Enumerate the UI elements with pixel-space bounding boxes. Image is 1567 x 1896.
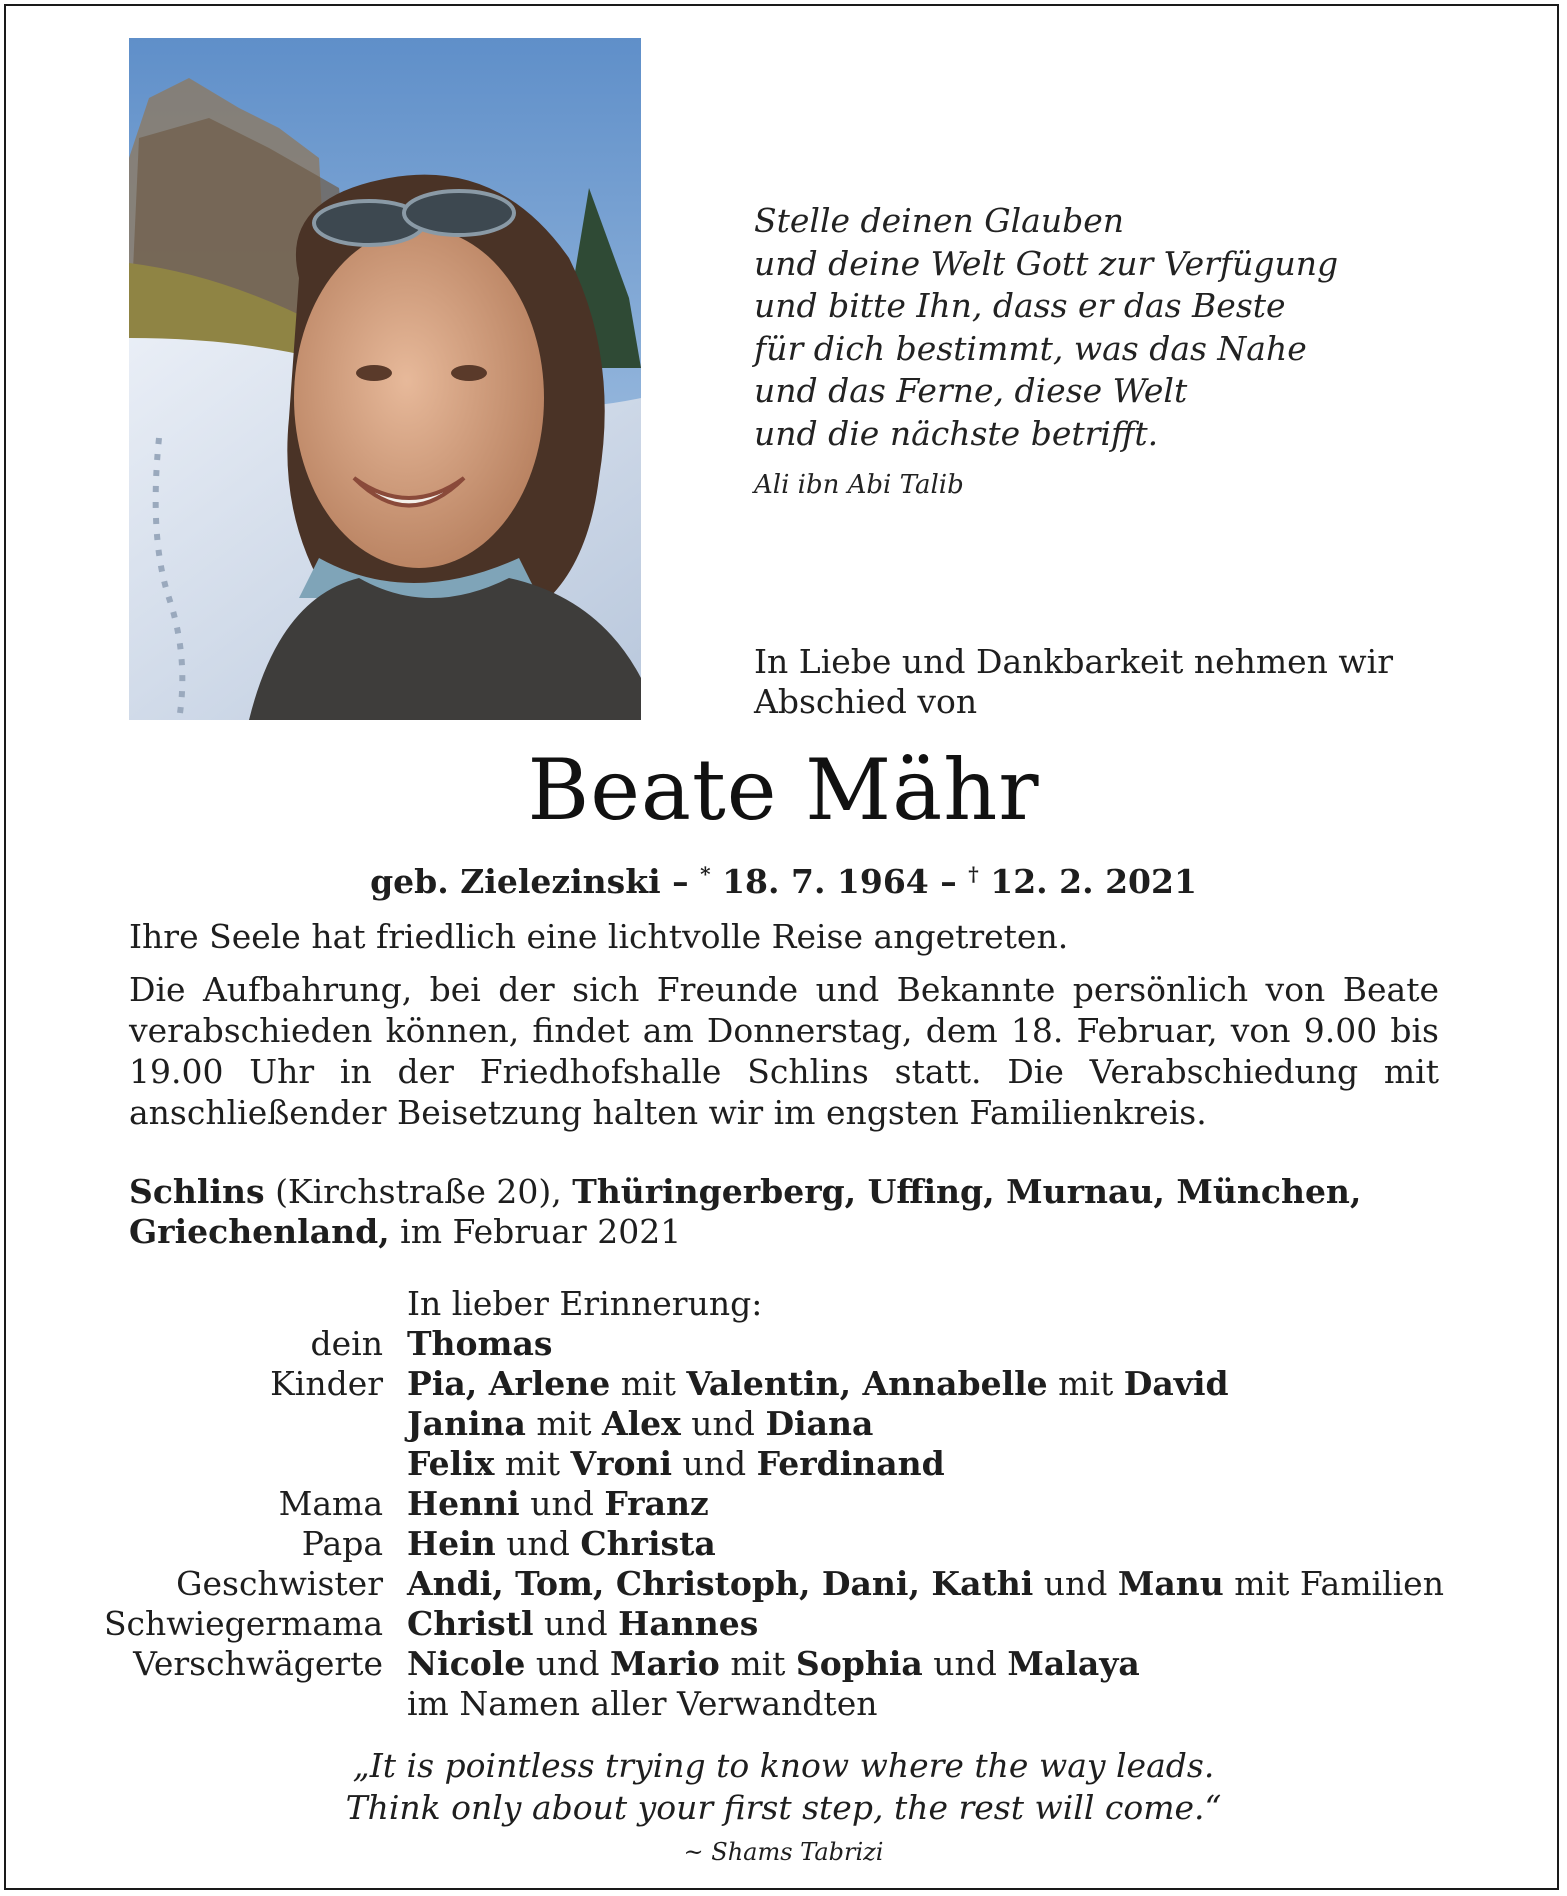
family-member-name: Nicole [407, 1644, 526, 1683]
family-connector: im Namen aller Verwandten [407, 1684, 878, 1723]
family-member-name: Diana [765, 1404, 874, 1443]
closing-quote-author: ~ Shams Tabrizi [683, 1838, 884, 1866]
family-row [0, 1604, 1567, 1644]
quote-line: und bitte Ihn, dass er das Beste [754, 286, 1286, 325]
family-connector: und [533, 1604, 619, 1643]
family-relation-label: Papa [301, 1524, 383, 1563]
family-member-name: Henni [407, 1484, 520, 1523]
family-member-names [407, 1684, 877, 1724]
family-row [0, 1564, 1567, 1604]
family-header-row [0, 1284, 1567, 1324]
family-member-names [407, 1364, 1229, 1404]
family-member-name: Valentin, Annabelle [686, 1364, 1048, 1403]
family-relation-label [0, 1404, 383, 1444]
family-row [0, 1364, 1567, 1404]
family-connector: mit [494, 1444, 571, 1483]
born-name: geb. Zielezinski [370, 862, 661, 901]
family-member-names [407, 1404, 873, 1444]
family-row [0, 1524, 1567, 1564]
family-member-name: Vroni [570, 1444, 672, 1483]
birth-date: 18. 7. 1964 [722, 862, 929, 901]
opening-quote [754, 200, 1338, 455]
family-member-name: Christl [407, 1604, 534, 1643]
family-member-name: Sophia [795, 1644, 923, 1683]
family-relation-label: Schwiegermama [103, 1604, 383, 1643]
family-row [0, 1404, 1567, 1444]
family-member-name: Christa [580, 1524, 716, 1563]
family-connector: und [525, 1644, 610, 1683]
family-member-name: Malaya [1007, 1644, 1140, 1683]
family-relation-label: Mama [278, 1484, 383, 1523]
family-member-name: Alex [602, 1404, 681, 1443]
family-connector: mit [610, 1364, 687, 1403]
family-connector: und [672, 1444, 757, 1483]
farewell-intro [754, 642, 1444, 722]
quote-line: und das Ferne, diese Welt [754, 371, 1188, 410]
family-row [0, 1324, 1567, 1364]
family-member-names [407, 1604, 758, 1644]
deceased-name: Beate Mähr [527, 741, 1040, 839]
death-cross-icon: † [968, 862, 979, 886]
family-member-names [407, 1444, 945, 1484]
family-list [0, 1284, 1567, 1724]
family-member-name: Thomas [407, 1324, 553, 1363]
family-row [0, 1684, 1567, 1724]
family-member-names [407, 1564, 1444, 1604]
family-connector: und [680, 1404, 766, 1443]
family-member-name: Manu [1117, 1564, 1224, 1603]
other-places: Thüringerberg, Uffing, Murnau, München, [572, 1172, 1362, 1211]
family-connector: und [1033, 1564, 1118, 1603]
family-row [0, 1444, 1567, 1484]
family-member-name: Janina [407, 1404, 526, 1443]
family-member-names [407, 1484, 709, 1524]
family-member-name: Hein [407, 1524, 496, 1563]
family-member-name: Felix [407, 1444, 495, 1483]
family-row [0, 1484, 1567, 1524]
soul-journey-text: Ihre Seele hat friedlich eine lichtvolle Reise angetreten. [129, 917, 1069, 956]
places-and-date [129, 1172, 1459, 1252]
family-member-name: Pia, Arlene [407, 1364, 611, 1403]
family-connector: mit [525, 1404, 602, 1443]
intro-line: Abschied von [754, 682, 978, 721]
family-relation-label: Kinder [270, 1364, 383, 1403]
closing-line: Think only about your first step, the rest will come.“ [345, 1788, 1222, 1827]
family-relation-label: Geschwister [176, 1564, 383, 1603]
notice-date: im Februar 2021 [400, 1212, 682, 1251]
death-date: 12. 2. 2021 [990, 862, 1197, 901]
dash-separator: – [672, 862, 689, 901]
closing-quote [0, 1745, 1567, 1829]
family-member-name: Ferdinand [756, 1444, 945, 1483]
closing-line: „It is pointless trying to know where the way leads. [352, 1746, 1215, 1785]
family-member-name: Hannes [618, 1604, 759, 1643]
family-connector: und [922, 1644, 1008, 1683]
portrait-photo [129, 38, 641, 720]
family-connector: mit [1047, 1364, 1124, 1403]
family-member-name: Franz [604, 1484, 709, 1523]
family-header: In lieber Erinnerung: [407, 1284, 763, 1323]
family-connector: mit [719, 1644, 796, 1683]
quote-line: und die nächste betrifft. [754, 413, 1159, 453]
family-connector: und [495, 1524, 581, 1563]
viewing-details-text: Die Aufbahrung, bei der sich Freunde und Bekannte persönlich von Beate verabschieden können, findet am Donnerstag, dem 18. Februar, von 9.00 bis 19.00 Uhr in der Friedhofshalle Schlins statt. Die Verabschiedung mit anschließender Beisetzung halten wir im engsten Familienkreis. [129, 970, 1439, 1132]
family-row [0, 1644, 1567, 1684]
family-member-name: Mario [609, 1644, 720, 1683]
family-connector: mit Familien [1223, 1564, 1444, 1603]
portrait-photo-image [129, 38, 641, 720]
family-relation-label: dein [310, 1324, 383, 1363]
quote-line: Stelle deinen Glauben [754, 201, 1125, 240]
other-places-2: Griechenland, [129, 1212, 390, 1251]
birth-star-icon: * [700, 862, 711, 886]
family-member-name: Andi, Tom, Christoph, Dani, Kathi [407, 1564, 1034, 1603]
family-member-names [407, 1524, 716, 1564]
quote-line: für dich bestimmt, was das Nahe [754, 328, 1307, 368]
life-dates [0, 852, 1567, 904]
family-relation-label: Verschwägerte [133, 1644, 383, 1683]
dash-separator: – [940, 862, 957, 901]
family-member-names [407, 1324, 552, 1364]
family-member-names [407, 1644, 1140, 1684]
town-name: Schlins [129, 1172, 265, 1211]
family-label [0, 1284, 383, 1324]
family-relation-label [0, 1684, 383, 1724]
address: (Kirchstraße 20), [275, 1172, 562, 1211]
intro-line: In Liebe und Dankbarkeit nehmen wir [754, 642, 1394, 681]
family-member-name: David [1123, 1364, 1229, 1403]
quote-author: Ali ibn Abi Talib [754, 470, 964, 500]
family-connector: und [519, 1484, 605, 1523]
family-relation-label [0, 1444, 383, 1484]
quote-line: und deine Welt Gott zur Verfügung [754, 243, 1339, 283]
